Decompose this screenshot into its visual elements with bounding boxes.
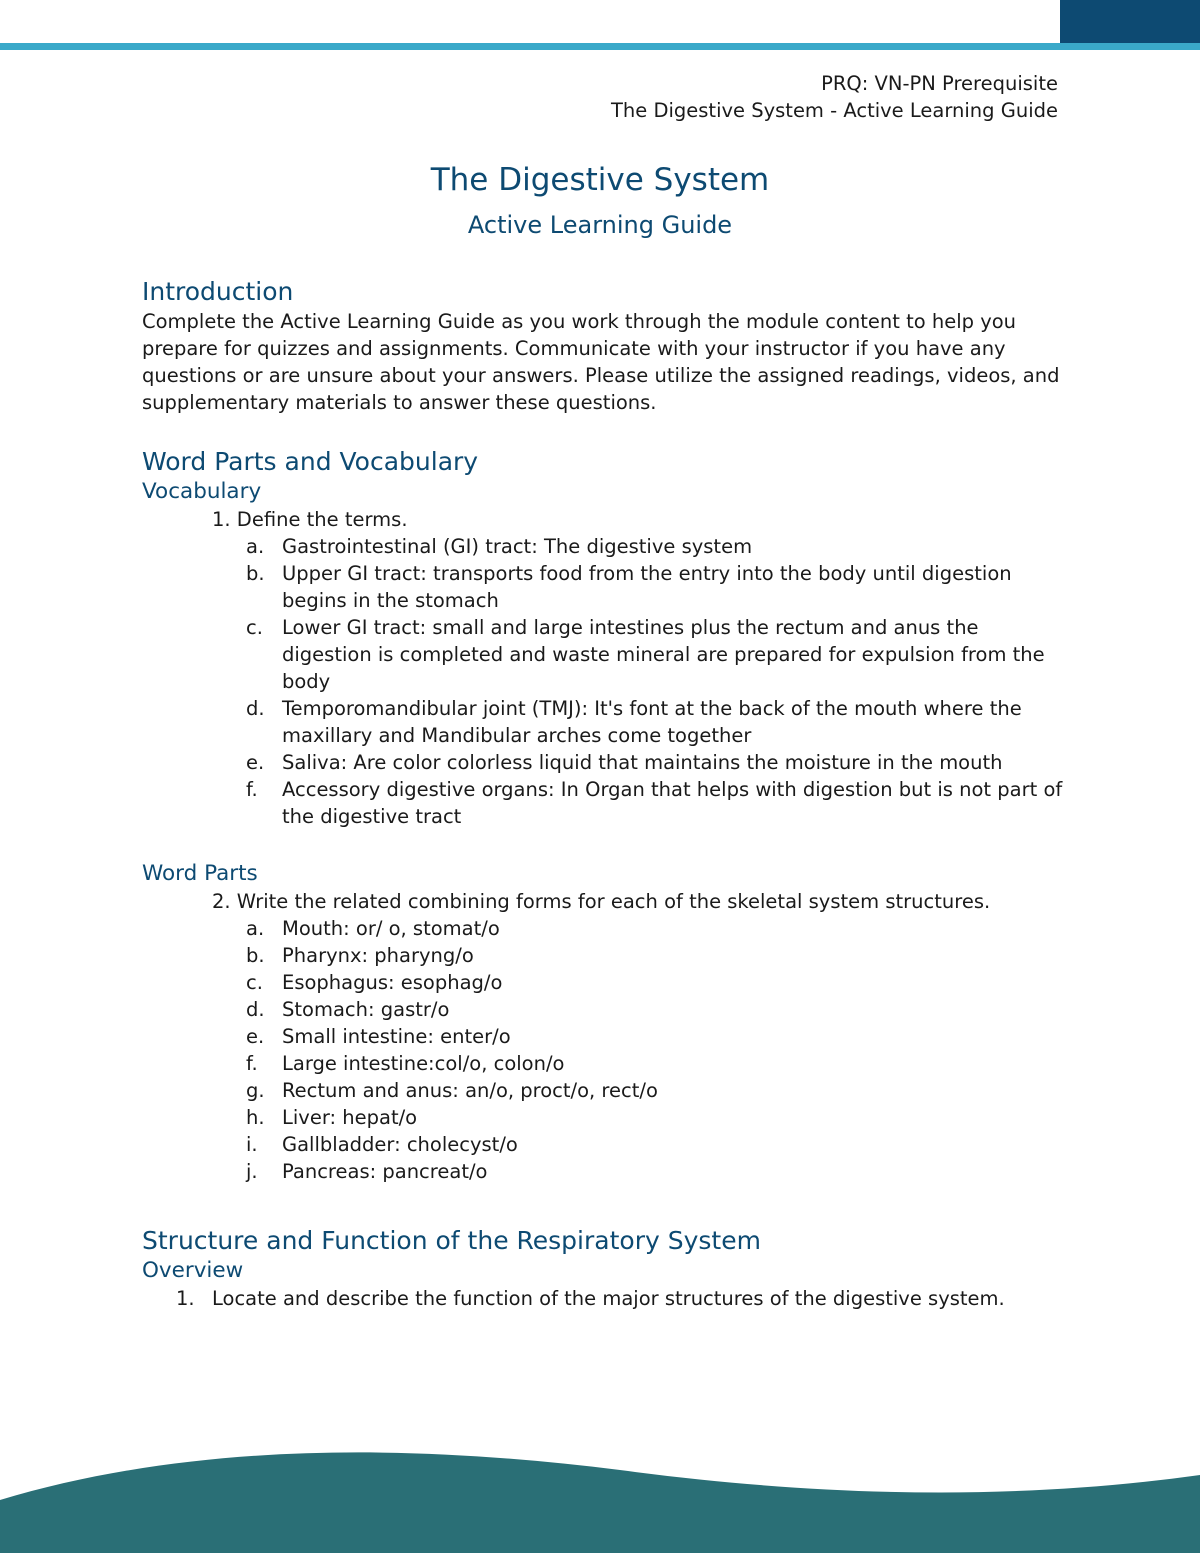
- document-name: The Digestive System - Active Learning Guide: [610, 99, 1058, 122]
- footer-wave: [0, 1440, 1200, 1553]
- structure-function-heading: Structure and Function of the Respiratory System: [142, 1226, 761, 1255]
- word-parts-vocab-heading: Word Parts and Vocabulary: [142, 447, 479, 476]
- item-label: j.: [246, 1160, 258, 1183]
- word-part-item: [142, 1131, 1072, 1158]
- header-rule: [0, 43, 1200, 50]
- footer-wave-shape: [0, 1452, 1200, 1553]
- running-header: [611, 70, 1058, 124]
- overview-heading: Overview: [142, 1258, 244, 1283]
- item-label: i.: [246, 1133, 258, 1156]
- item-text: Temporomandibular joint (TMJ): It's font at the back of the mouth where the maxillary and Mandibular arches come together: [282, 697, 1022, 747]
- item-text: Mouth: or/ o, stomat/o: [282, 917, 500, 940]
- header-corner-block: [1060, 0, 1200, 43]
- page-subtitle: Active Learning Guide: [467, 211, 733, 239]
- vocabulary-list: [142, 533, 1072, 830]
- item-label: e.: [246, 1025, 265, 1048]
- vocabulary-question: 1. Define the terms.: [212, 508, 408, 531]
- vocabulary-item: [142, 749, 1072, 776]
- word-part-item: [142, 1050, 1072, 1077]
- document-body: [142, 276, 1072, 1312]
- item-text: Upper GI tract: transports food from the entry into the body until digestion begins in the stomach: [282, 562, 1012, 612]
- item-text: Pancreas: pancreat/o: [282, 1160, 488, 1183]
- item-text: Small intestine: enter/o: [282, 1025, 511, 1048]
- item-label: d.: [246, 697, 265, 720]
- word-part-item: [142, 1158, 1072, 1185]
- vocabulary-heading: Vocabulary: [142, 479, 262, 504]
- vocabulary-item: [142, 614, 1072, 695]
- word-part-item: [142, 1077, 1072, 1104]
- word-parts-list: [142, 915, 1072, 1185]
- word-part-item: [142, 942, 1072, 969]
- item-text: Accessory digestive organs: In Organ that helps with digestion but is not part of the digestive tract: [282, 778, 1063, 828]
- word-parts-question: 2. Write the related combining forms for each of the skeletal system structures.: [212, 890, 991, 913]
- word-part-item: [142, 969, 1072, 996]
- vocabulary-item: [142, 776, 1072, 830]
- item-text: Large intestine:col/o, colon/o: [282, 1052, 565, 1075]
- item-label: a.: [246, 917, 265, 940]
- page-title: The Digestive System: [430, 162, 770, 198]
- intro-text: Complete the Active Learning Guide as you work through the module content to help you prepare for quizzes and assignments. Communicate with your instructor if you have any questions or are unsure about your answers. Please utilize the assigned readings, videos, and supplementary materials to answer these questions.: [142, 310, 1060, 414]
- word-part-item: [142, 1023, 1072, 1050]
- item-text: Gastrointestinal (GI) tract: The digestive system: [282, 535, 753, 558]
- overview-item: [142, 1285, 1072, 1312]
- item-text: Esophagus: esophag/o: [282, 971, 503, 994]
- item-label: b.: [246, 562, 265, 585]
- word-part-item: [142, 915, 1072, 942]
- item-text: Pharynx: pharyng/o: [282, 944, 474, 967]
- item-text: Lower GI tract: small and large intestines plus the rectum and anus the digestion is completed and waste mineral are prepared for expulsion from the body: [282, 616, 1045, 693]
- item-label: a.: [246, 535, 265, 558]
- word-part-item: [142, 1104, 1072, 1131]
- item-label: c.: [246, 971, 263, 994]
- item-label: 1.: [176, 1287, 195, 1310]
- item-text: Gallbladder: cholecyst/o: [282, 1133, 518, 1156]
- item-label: f.: [246, 1052, 258, 1075]
- intro-heading: Introduction: [142, 277, 294, 306]
- item-label: h.: [246, 1106, 265, 1129]
- vocabulary-item: [142, 533, 1072, 560]
- item-text: Liver: hepat/o: [282, 1106, 418, 1129]
- course-label: PRQ: VN-PN Prerequisite: [821, 72, 1058, 95]
- item-label: f.: [246, 778, 258, 801]
- word-part-item: [142, 996, 1072, 1023]
- item-text: Saliva: Are color colorless liquid that maintains the moisture in the mouth: [282, 751, 1003, 774]
- word-parts-heading: Word Parts: [142, 861, 258, 886]
- item-label: g.: [246, 1079, 265, 1102]
- item-label: c.: [246, 616, 263, 639]
- item-label: e.: [246, 751, 265, 774]
- vocabulary-item: [142, 560, 1072, 614]
- item-label: d.: [246, 998, 265, 1021]
- item-text: Locate and describe the function of the major structures of the digestive system.: [212, 1287, 1005, 1310]
- vocabulary-item: [142, 695, 1072, 749]
- item-label: b.: [246, 944, 265, 967]
- item-text: Rectum and anus: an/o, proct/o, rect/o: [282, 1079, 658, 1102]
- item-text: Stomach: gastr/o: [282, 998, 450, 1021]
